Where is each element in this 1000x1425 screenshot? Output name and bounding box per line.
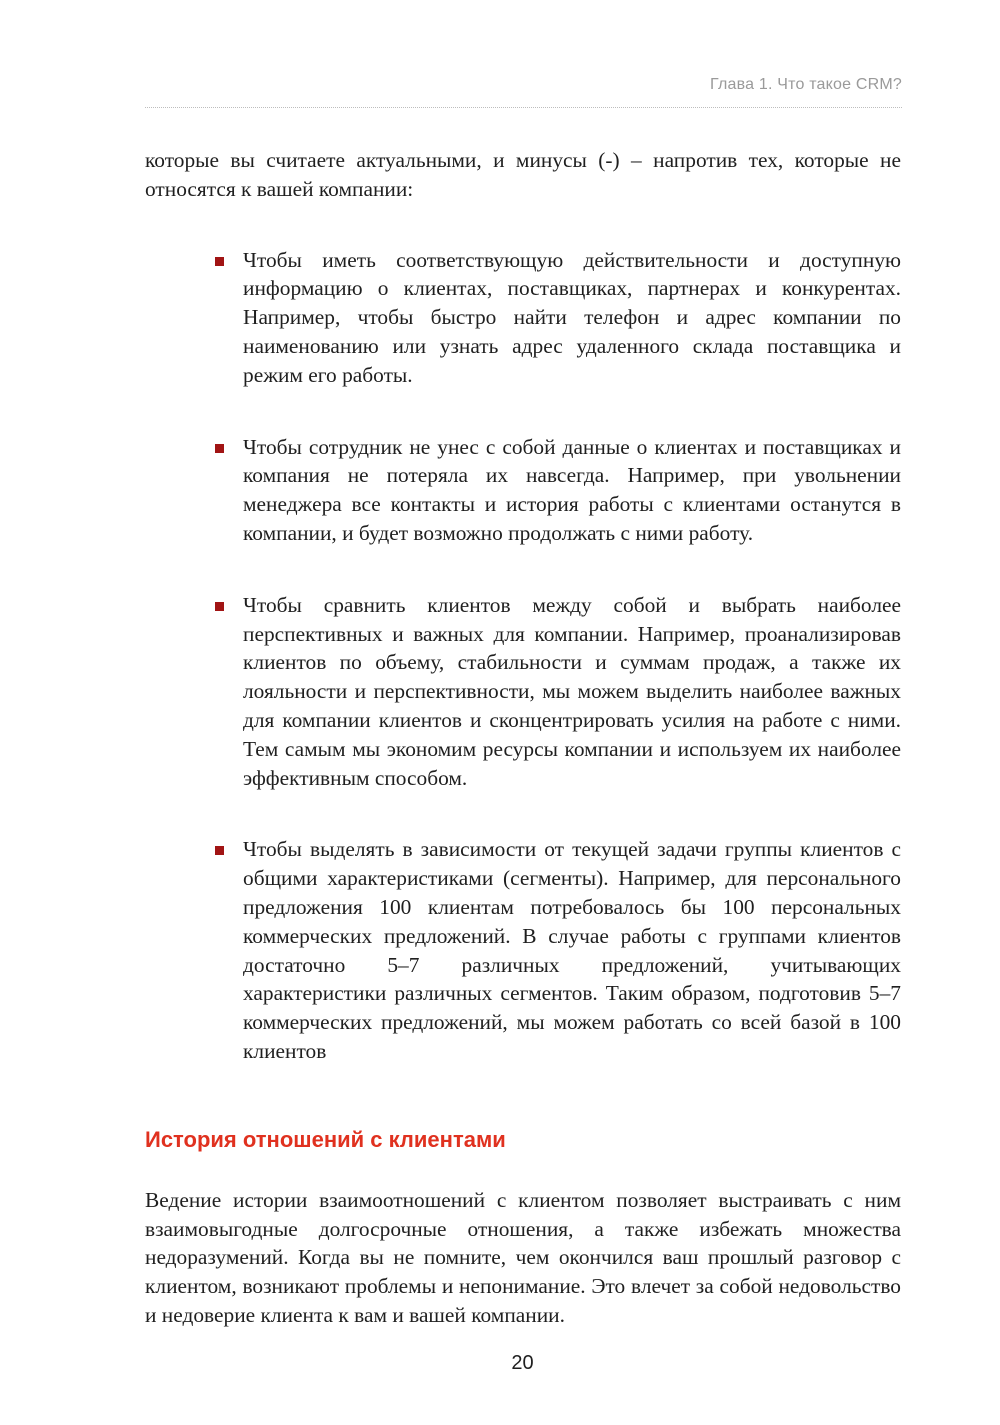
list-item <box>145 591 901 793</box>
page-number: 20 <box>511 1352 534 1374</box>
square-bullet-icon <box>215 846 224 855</box>
section-paragraph: Ведение истории взаимоотношений с клиентом позволяет выстраивать с ним взаимовыгодные долгосрочные отношения, а также избежать множества недоразумений. Когда вы не помните, чем окончился ваш прошлый разговор с клиентом, возникают проблемы и непонимание. Это влечет за собой недовольство и недоверие клиента к вам и вашей компании. <box>145 1187 901 1327</box>
list-item <box>145 246 901 390</box>
square-bullet-icon <box>215 444 224 453</box>
section-heading: История отношений с клиентами <box>145 1126 506 1152</box>
list-item <box>145 835 901 1065</box>
square-bullet-icon <box>215 257 224 266</box>
list-item-text: Чтобы сотрудник не унес с собой данные о клиентах и поставщиках и компания не потеряла их навсегда. Например, при увольнении менеджера все контакты и история работы с клиентами останутся в компании, и будет возможно продолжать с ними работу. <box>243 434 901 545</box>
bullet-list <box>145 246 901 1066</box>
list-item <box>145 433 901 548</box>
page-content <box>145 146 901 1330</box>
list-item-text: Чтобы выделять в зависимости от текущей задачи группы клиентов с общими характеристиками (сегменты). Например, для персонального предложения 100 клиентам потребовалось бы 100 персональных коммерческих предложений. В случае работы с группами клиентов достаточно 5–7 различных предложений, учитывающих характеристики различных сегментов. Таким образом, подготовив 5–7 коммерческих предложений, мы можем работать со всей базой в 100 клиентов <box>243 837 901 1063</box>
list-item-text: Чтобы сравнить клиентов между собой и выбрать наиболее перспективных и важных для компании. Например, проанализировав клиентов по объему, стабильности и суммам продаж, а также их лояльности и перспективности, мы можем выделить наиболее важных для компании клиентов и сконцентрировать усилия на работе с ними. Тем самым мы экономим ресурсы компании и используем их наиболее эффективным способом. <box>243 592 901 790</box>
square-bullet-icon <box>215 602 224 611</box>
intro-paragraph: которые вы считаете актуальными, и минусы (-) – напротив тех, которые не относятся к вашей компании: <box>145 148 901 201</box>
list-item-text: Чтобы иметь соответствующую действительности и доступную информацию о клиентах, поставщиках, партнерах и конкурентах. Например, чтобы быстро найти телефон и адрес компании по наименованию или узнать адрес удаленного склада поставщика и режим его работы. <box>243 247 901 387</box>
running-header: Глава 1. Что такое CRM? <box>709 76 902 93</box>
header-divider <box>145 107 902 108</box>
